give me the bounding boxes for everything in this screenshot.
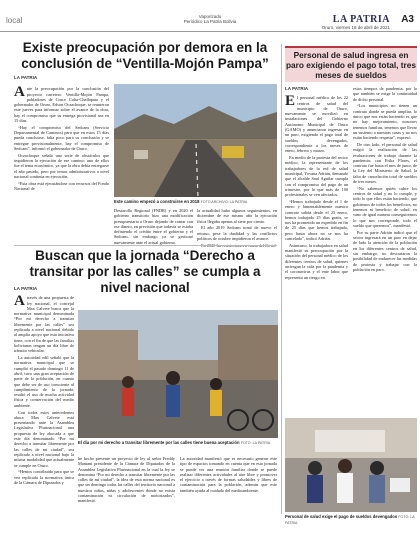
article2-photo-caption <box>78 440 278 446</box>
road-construction-photo <box>114 84 277 197</box>
article2-headline: Buscan que la jornada “Derecho a transitar por las calles” se cumpla a nivel nacional <box>29 248 261 295</box>
article2-paragraph: “Hemos contribuido para que se vea replicada la normativa única de la Cámara de Diputados y <box>14 469 74 485</box>
article1-dropcap: A <box>14 84 25 101</box>
article1-column3 <box>197 208 277 248</box>
article2-column3 <box>180 456 277 532</box>
article2-column1 <box>14 286 74 532</box>
article1-caption-text: Este camino empezó a construirse en 2018 <box>114 199 200 204</box>
column-divider <box>281 44 282 514</box>
article2-paragraph: he hecho presente un proyecto de ley al señor Freddy Mamani presidente de la Cámara de Diputados de la Asamblea Legislativa Plurinacional en la cual la ley se denomina “Por mi derecho a transitar libremente por las calles de mi ciudad”, la idea de esta norma nacional es que un domingo todas las calles del territorio nacional a nuestros niños, niñas y adolescentes donde no exista contaminación ni circulación de motorizados”, manifestó. <box>78 456 175 504</box>
issue-date: Oruro, viernes 16 de abril de 2021 <box>321 25 390 30</box>
sidebar-photo-caption <box>285 514 417 526</box>
sidebar-paragraph: De otro lado, el personal de salud exigió la realización de las evaluaciones de trabajo durante la pandemia; con Erika Flores, el contrato fue hasta el mes de junio, de la Ley del Ministerio de Salud, la falta de cancelación total de sueldos de tres meses. <box>353 141 417 185</box>
article2-dropcap: A <box>14 293 25 310</box>
article1-paragraph: Desarrollo Regional (FNDR) y en 2020 el gobierno transitorio hizo una modificación presupuestaria a Oruro dejando de contar con ese dinero, en previsión que todavía se estaba definiendo el crédito entre el gobierno y el Sedcam, sin embargo ya se gestionó nuevamente ante el actual gobierno. <box>114 208 193 245</box>
sidebar-paragraph: En medio de la protesta del sector médico, la representante de los trabajadores de la red de salud municipal, Yovana Adrián, demandó que el alcalde Saul Aguilar cumpla con el compromiso del pago de un trimestre, por lo que más de 100 profesionales se ven afectados. <box>285 155 348 198</box>
sidebar-byline: LA PATRIA <box>285 86 309 91</box>
health-photo-illustration <box>285 418 417 512</box>
sidebar-photo-credit: FOTO: LA PATRIA <box>285 515 415 525</box>
article2-caption-text: El día por mi derecho a transitar libremente por las calles tiene buena aceptación <box>78 440 240 445</box>
sidebar-paragraph: Asimismo, la trabajadora en salud manifestó su preocupación por la situación del personal médico de los diferentes centros de salud, quienes arriesgan la vida por la pandemia y el coronavirus y el ente labor que representa un riesgo en <box>285 242 348 280</box>
sidebar-caption-text: Personal de salud exige el pago de sueldos devengados <box>285 514 398 519</box>
article1-photo-caption <box>114 199 277 205</box>
header-center-line1: Vaporizado <box>198 14 222 19</box>
article1-paragraph: nte la preocupación por la conclusión del proyecto carretero Ventilla-Mojón Pampa, pobladores de Cruce Culta-Challapata y el gobernador de Oruro, Edson Oczachoque, se reunieron este jueves para informar sobre el avance de la obra, hay el compromiso que su entrega provisional sea en 15 días. <box>14 86 109 124</box>
article2-byline: LA PATRIA <box>14 286 38 291</box>
article2-paragraph: través de una propuesta de ley nacional, el concejal Max Calvete busca que la normativa municipal denominada “Por mi derecho a transitar libremente por las calles” sea replicada a nivel nacional debido al amplio apoyo que esta iniciativa tiene, con el fin de que las familias bolivianas tengan un día libre de tránsito vehicular. <box>14 295 74 354</box>
article1-column2 <box>114 208 193 248</box>
street-photo-illustration <box>78 310 278 438</box>
sidebar-column2 <box>353 86 417 416</box>
section-divider <box>14 245 277 246</box>
road-photo-illustration <box>114 84 277 197</box>
article1-column1 <box>14 75 109 245</box>
sidebar-headline: Personal de salud ingresa en paro exigiendo el pago total, tres meses de sueldos <box>285 46 417 82</box>
section-label: local <box>6 16 23 25</box>
sidebar-column1 <box>285 86 348 416</box>
article1-paragraph: la actualidad hubo algunos seguimientos, en diciembre de ese mismo año la ejecución física llegaba apenas al siete por ciento. <box>197 208 277 224</box>
sidebar-paragraph: “Hemos trabajado desde el 1 de enero y lamentablemente nuestro contrato salida desde el 25 enero, hemos trabajado 25 días gratis, se nos ha prometido un expedido en fin de 25 días que hemos trabajado, pero hasta ahora no se nos ha cancelado”, indicó Adrián. <box>285 198 348 242</box>
article2-paragraph: La autoridad manifestó que es necesario generar este tipo de espacios tomando en cuenta que en esta jornada se puede ver una reunión familiar donde se puede realizar diferentes actividades al aire libre y promover el ejercicio a través de formas saludables y libres de contaminación para la población, además que este también ayuda al cuidado del medioambiente. <box>180 456 277 493</box>
page-number: A3 <box>401 14 414 25</box>
street-event-photo <box>78 310 278 438</box>
newspaper-brand: LA PATRIA <box>332 14 390 25</box>
sidebar-paragraph: Por su parte Adrián indicó que el sector ingresará en un paro en dejar de lado la atención de la población en los diferentes centros de salud, sin embargo, no descartaron la posibilidad de endurecer las medidas de protesta y trabajar con la población en paro. <box>353 229 417 272</box>
article2-paragraph: La autoridad edil señaló que la normativa municipal que se cumplió el pasado domingo 11 de abril, tuvo una gran aceptación de parte de la población, en cuanto que debe ser de uso consciente al cumplimiento de la jornada, resaltó el uso de mucha actividad física y conservación del medio ambiente. <box>14 355 74 408</box>
article1-paragraph: El año 2019 Sedcam tomó de nuevo el retraso; pese la dualidad y las conflictos políticos de octubre impidieron el avance. <box>197 225 277 241</box>
article2-column2 <box>78 456 175 532</box>
header-center-line2: Periódico La Patria Bolivia <box>183 19 237 24</box>
article1-byline: LA PATRIA <box>14 75 38 80</box>
article1-photo-credit: FOTO ARCHIVO: LA PATRIA <box>200 200 248 204</box>
article1-paragraph: “Hay el compromiso del Sedcam (Servicio Departamental de Caminos) para que en estos 15 días pueda concluirse, falta poco para su conclusión y se entregue provisionalmente, hay el compromiso de Sedcam”, informó el gobernador de Oruro. <box>14 124 109 152</box>
article2-paragraph: Con todos estos antecedentes ahora Max Calvete está presentando ante la Asamblea Legislativa Plurinacional una propuesta de ley abocada a que este día denominado “Por mi derecho a transitar libremente por las calles de mi ciudad”, sea replicado a nivel nacional bajo la misma modalidad que actualmente se cumple en Oruro. <box>14 409 74 468</box>
header-center-info <box>150 14 270 24</box>
sidebar-paragraph: “No sabemos quién cubre los centros de salud y no lo cumple, y todo lo que ellos están haciendo, que gobiernos de todos los beneficios, no tenemos ni beneficio de salud, en vano de igual manera conseguiremos lo que nos corresponde, todo el sueldo que queremos”, manifestó. <box>353 185 417 228</box>
sidebar-paragraph: “Los municipios no tienen un contrato donde se pueda ampliar, lo único que nos están haciendo es que no hay mejoramiento, nosotros tenemos familias, tenemos que llevar un sustento a nuestras casas y no nos están haciendo respetar”, expresó. <box>353 103 417 141</box>
sidebar-paragraph: estos tiempos de pandemia, por lo que también se exige la continuidad de dicho personal. <box>353 86 417 102</box>
article1-headline: Existe preocupación por demora en la conclusión de “Ventilla-Mojón Pampa” <box>21 40 269 71</box>
page-header <box>0 0 420 32</box>
sidebar-paragraph: l personal médico de los 22 centros de salud del municipio de Oruro, nuevamente se movilizó en instalaciones del Gobierno Autónomo Municipal de Oruro (GAMO) y anunciaron ingresar en un paro, exigiendo el pago total de sueldos devengados, correspondiente a los meses de enero, febrero y marzo. <box>285 95 348 154</box>
article1-paragraph: Oczachoque señaló una serie de obstáculos que impidieron la ejecución de ese camino; uno de ellos fue el tema económico, ya que la obra debía entregarse el año pasado, pero por temas administrativos a nivel nacional continúa en ejecución. <box>14 152 109 180</box>
sidebar-dropcap: E <box>285 93 296 110</box>
article1-paragraph: “Esta obra está ejecutándose con recursos del Fondo Nacional de <box>14 180 109 192</box>
article2-photo-credit: FOTO: LA PATRIA <box>240 441 271 445</box>
health-workers-photo <box>285 418 417 512</box>
